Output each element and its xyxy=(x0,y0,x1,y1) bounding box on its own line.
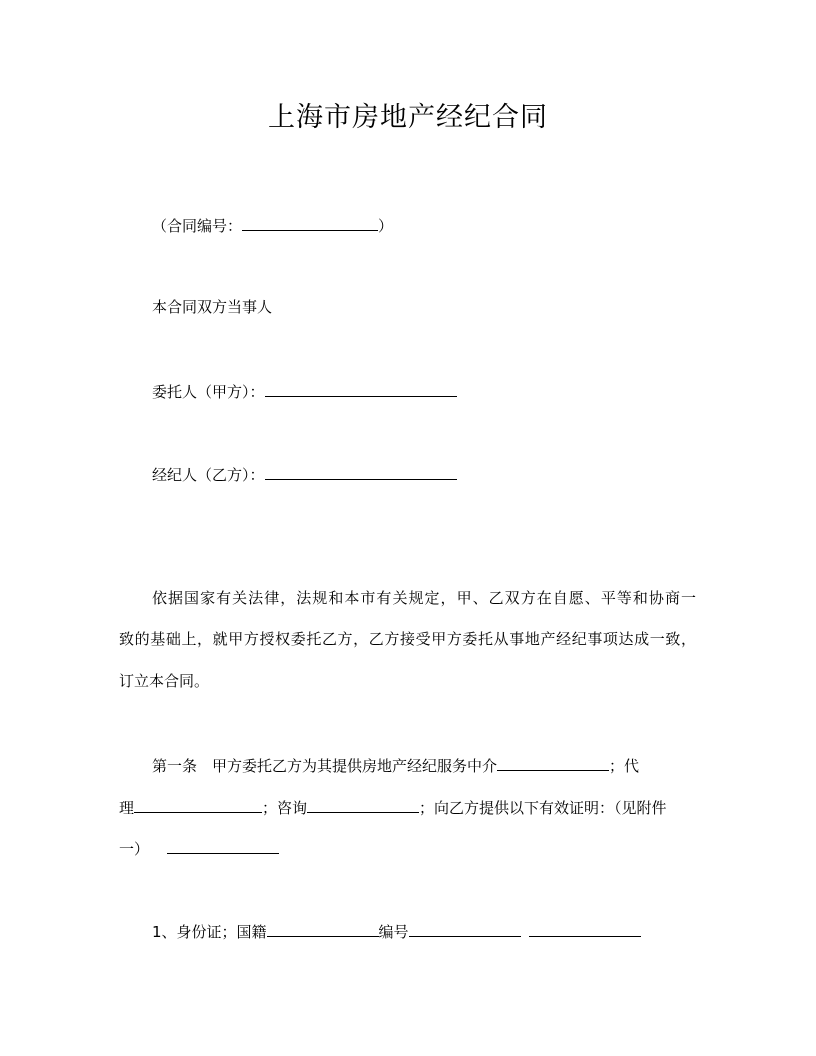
article1-line-1 xyxy=(152,754,639,776)
article1-consult: ；咨询 xyxy=(262,799,308,817)
article1-line2-start: 理 xyxy=(119,799,135,817)
party-a-blank xyxy=(265,380,457,397)
nationality-blank xyxy=(267,920,379,937)
contract-number-line xyxy=(152,214,393,236)
contract-number-close: ） xyxy=(378,217,394,235)
party-b-label: 经纪人（乙方）： xyxy=(152,466,265,484)
id-number-blank xyxy=(409,920,521,937)
item1-line xyxy=(152,920,641,942)
document-title: 上海市房地产经纪合同 xyxy=(268,102,548,133)
article1-line3-start: 一） xyxy=(119,840,150,858)
preamble-line-1: 依据国家有关法律，法规和本市有关规定，甲、乙双方在自愿、平等和协商一 xyxy=(152,589,696,607)
intermediary-blank xyxy=(497,754,609,771)
consult-blank xyxy=(307,796,419,813)
item1-number-label: 编号 xyxy=(378,923,409,941)
article1-text: 第一条 甲方委托乙方为其提供房地产经纪服务中介 xyxy=(152,757,498,775)
preamble-line-2: 致的基础上，就甲方授权委托乙方，乙方接受甲方委托从事地产经纪事项达成一致， xyxy=(119,630,696,648)
party-b-blank xyxy=(265,463,457,480)
item1-text: 1、身份证；国籍 xyxy=(152,923,267,941)
party-b-line xyxy=(152,463,457,485)
agency-blank xyxy=(134,796,262,813)
article1-line-3 xyxy=(119,837,279,859)
preamble-line-3: 订立本合同。 xyxy=(119,672,210,690)
contract-number-label: （合同编号： xyxy=(152,217,243,235)
attachment-blank xyxy=(167,837,279,854)
article1-provide: ；向乙方提供以下有效证明：（见附件 xyxy=(419,799,667,817)
parties-heading: 本合同双方当事人 xyxy=(152,298,273,316)
article1-line1-end: ；代 xyxy=(609,757,640,775)
party-a-line xyxy=(152,380,457,402)
contract-number-blank xyxy=(242,214,378,231)
article1-line-2 xyxy=(119,796,667,818)
extra-blank xyxy=(529,920,641,937)
party-a-label: 委托人（甲方）： xyxy=(152,383,265,401)
